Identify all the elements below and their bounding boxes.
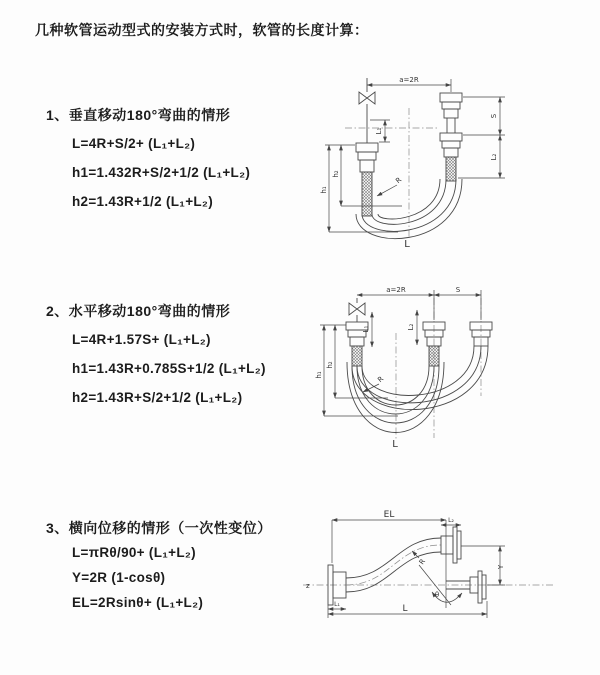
dim-label-r: R bbox=[417, 557, 428, 567]
formula-line: h2=1.43R+S/2+1/2 (L₁+L₂) bbox=[72, 390, 243, 405]
flange bbox=[440, 93, 462, 102]
valve-icon bbox=[349, 303, 365, 315]
formula-line: EL=2Rsinθ+ (L₁+L₂) bbox=[72, 595, 204, 610]
hose-centerline bbox=[346, 545, 441, 585]
flange bbox=[440, 133, 462, 141]
dim-label-theta: θ bbox=[434, 591, 440, 599]
formula-line: Y=2R (1-cosθ) bbox=[72, 570, 166, 585]
dim-label-l1: L₁ bbox=[362, 325, 370, 333]
formula-line: L=πRθ/90+ (L₁+L₂) bbox=[72, 545, 196, 560]
dim-label-a2r: a=2R bbox=[386, 286, 406, 294]
formula-line: h1=1.432R+S/2+1/2 (L₁+L₂) bbox=[72, 165, 251, 180]
formula-line: L=4R+S/2+ (L₁+L₂) bbox=[72, 136, 196, 151]
hex-nut bbox=[444, 109, 458, 118]
dimensions bbox=[325, 79, 505, 232]
pipe bbox=[447, 118, 455, 133]
dimensions bbox=[320, 290, 481, 416]
section-1-heading: 1、垂直移动180°弯曲的情形 bbox=[46, 107, 231, 123]
formula-line: L=4R+1.57S+ (L₁+L₂) bbox=[72, 332, 211, 347]
flange bbox=[453, 527, 457, 563]
dim-label-r: R bbox=[376, 374, 386, 385]
dim-label-l2: L₂ bbox=[407, 323, 415, 331]
diagram-horizontal-180-bend bbox=[300, 278, 600, 458]
dim-label-l: L bbox=[402, 604, 408, 614]
dim-label-h1: h₁ bbox=[315, 371, 323, 379]
braided-section bbox=[362, 172, 372, 216]
flange bbox=[478, 571, 482, 603]
hex-nut bbox=[444, 148, 458, 157]
diagram-vertical-180-bend bbox=[300, 66, 600, 266]
dim-label-a2r: a=2R bbox=[399, 76, 419, 84]
dim-label-r: R bbox=[394, 175, 404, 186]
formula-line: h2=1.43R+1/2 (L₁+L₂) bbox=[72, 194, 214, 209]
hose-arc bbox=[347, 362, 444, 433]
flange bbox=[358, 152, 376, 160]
dim-label-h2: h₂ bbox=[326, 361, 334, 369]
braided-section bbox=[429, 346, 439, 366]
dim-label-l1: L₁ bbox=[375, 127, 383, 135]
flange bbox=[356, 143, 378, 152]
section-1 bbox=[46, 105, 250, 212]
hex-nut bbox=[350, 337, 364, 346]
flange bbox=[442, 141, 460, 148]
flange bbox=[442, 102, 460, 109]
dim-label-s: S bbox=[455, 286, 461, 294]
dim-label-l1: L₁ bbox=[334, 601, 340, 608]
flange bbox=[457, 531, 461, 559]
hex-nut bbox=[360, 160, 374, 172]
flange bbox=[482, 575, 486, 599]
section-3-heading: 3、横向位移的情形（一次性变位） bbox=[46, 520, 272, 536]
dim-label-h2: h₂ bbox=[332, 170, 340, 178]
braided-section bbox=[446, 157, 456, 181]
dim-label-el: EL bbox=[383, 510, 395, 520]
valve-icon bbox=[359, 92, 375, 104]
flange-hub bbox=[441, 536, 453, 554]
dim-label-l: L bbox=[404, 239, 410, 250]
hose-assembly bbox=[328, 527, 486, 605]
axis-mark: z bbox=[306, 582, 310, 590]
section-3 bbox=[46, 518, 272, 613]
section-2-heading: 2、水平移动180°弯曲的情形 bbox=[46, 303, 231, 319]
diagram-lateral-displacement bbox=[295, 506, 600, 636]
dim-label-s: S bbox=[490, 113, 498, 119]
hose-assembly bbox=[346, 298, 492, 433]
braided-section bbox=[352, 346, 362, 366]
dim-label-y: Y bbox=[497, 564, 505, 570]
dim-label-l2: L₂ bbox=[448, 517, 454, 524]
hose-arc bbox=[362, 346, 474, 395]
dim-label-l2: L₂ bbox=[490, 153, 498, 161]
section-2 bbox=[46, 301, 266, 408]
page-title: 几种软管运动型式的安装方式时，软管的长度计算： bbox=[35, 22, 369, 38]
formula-line: h1=1.43R+0.785S+1/2 (L₁+L₂) bbox=[72, 361, 266, 376]
hose-arc bbox=[352, 346, 488, 410]
dim-label-h1: h₁ bbox=[320, 186, 328, 194]
dim-label-l: L bbox=[392, 439, 398, 450]
